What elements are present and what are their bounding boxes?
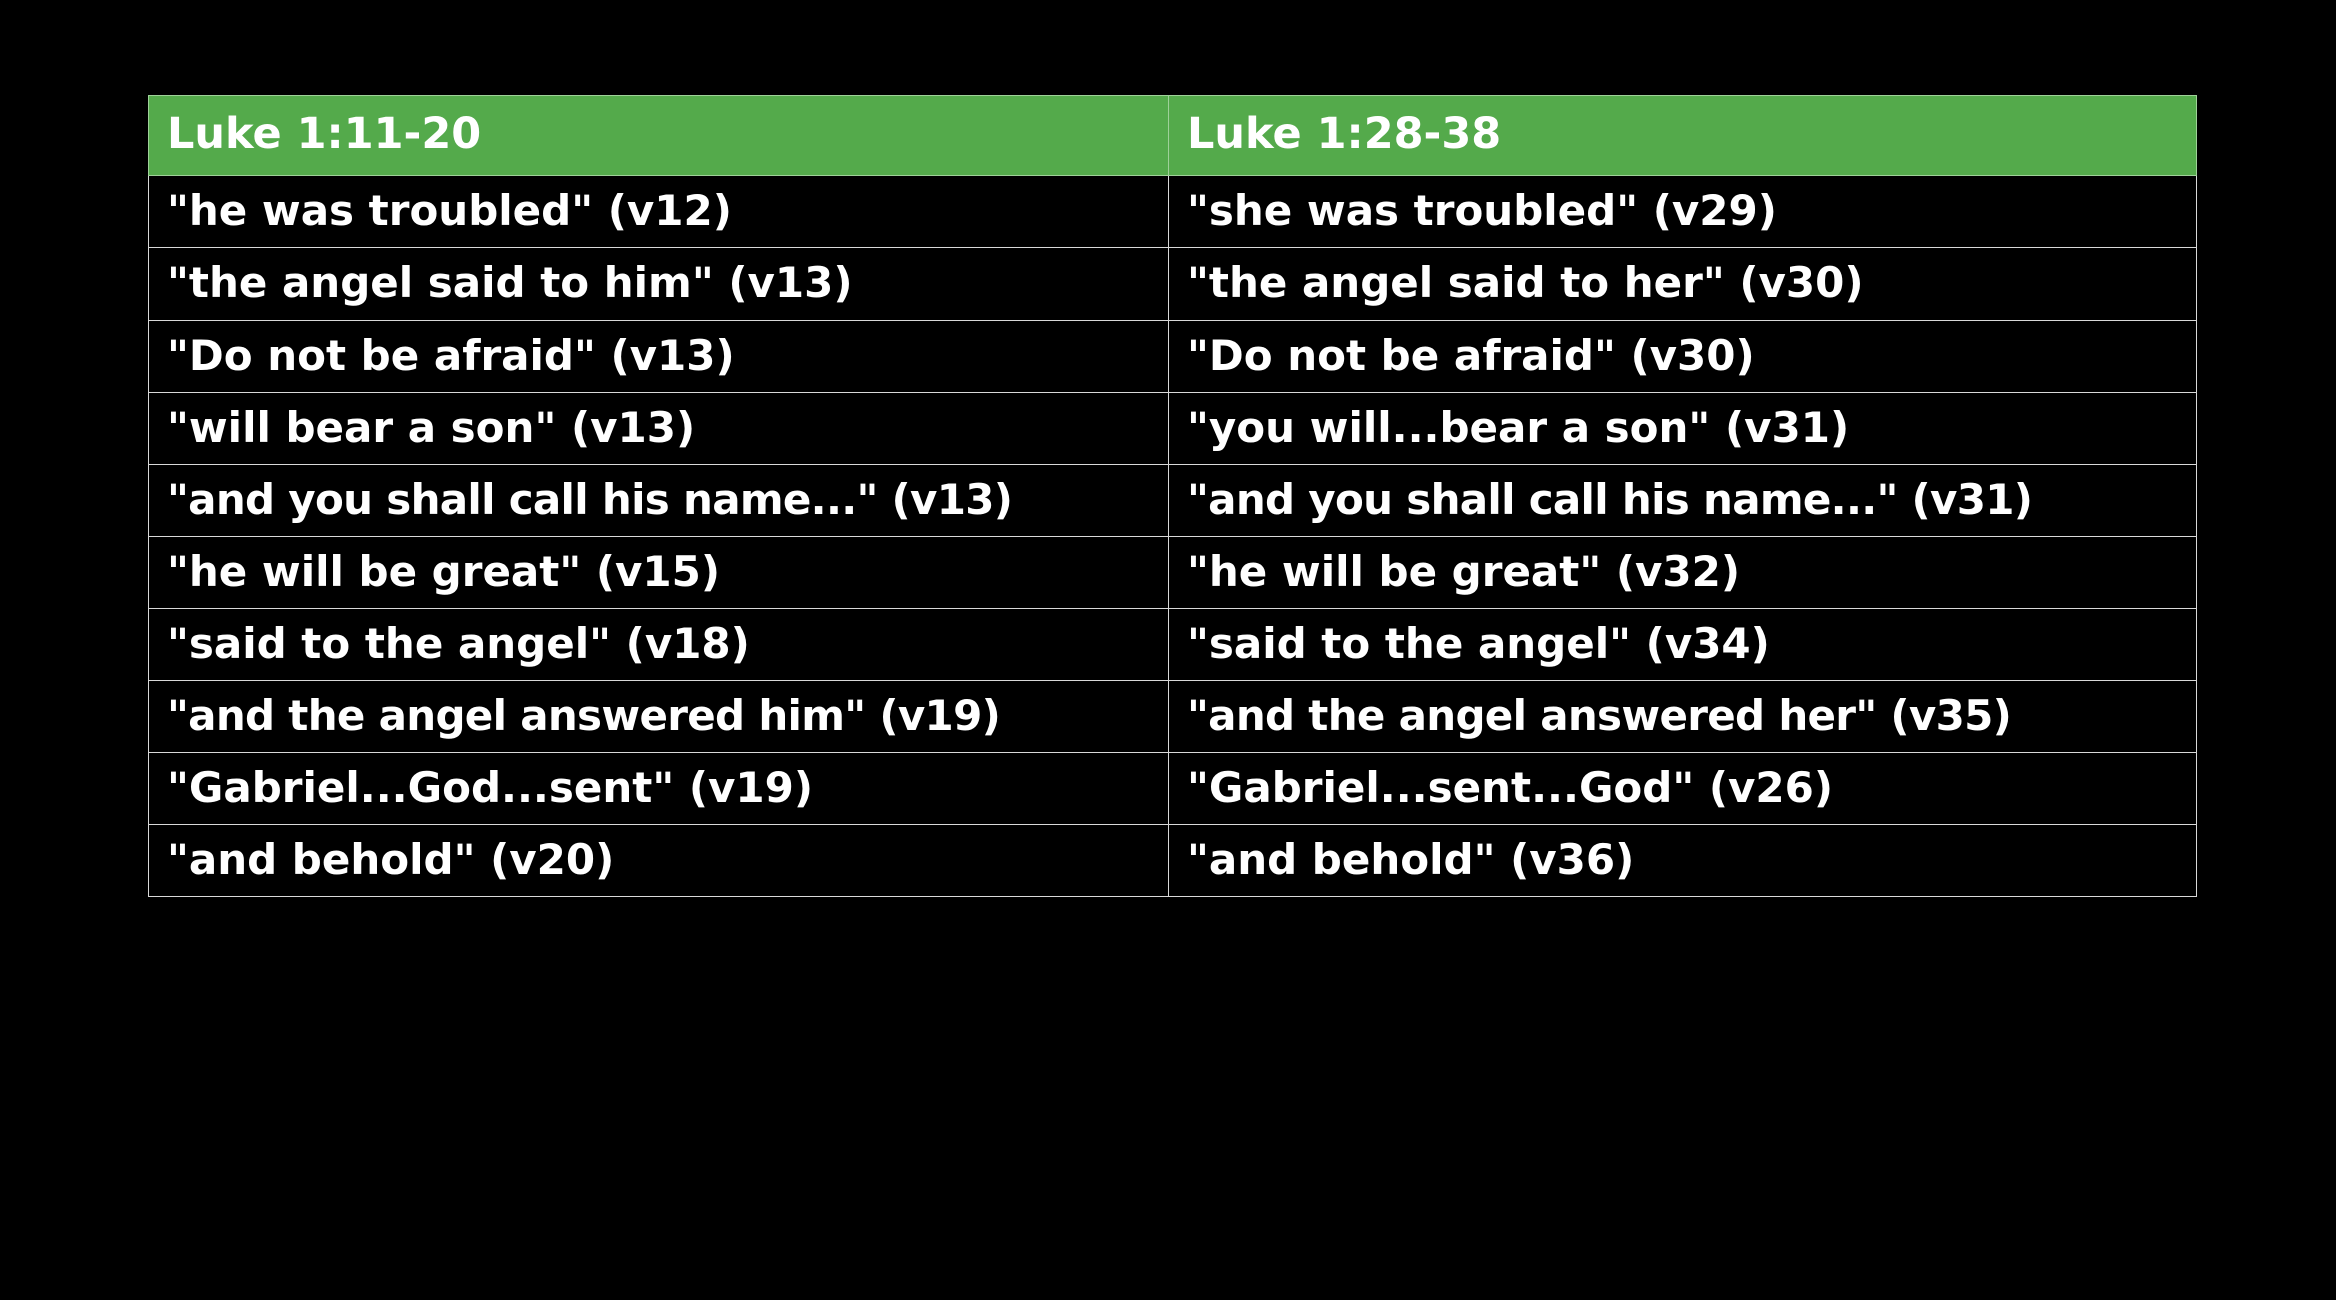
cell-right: "and behold" (v36) [1169, 824, 2197, 896]
cell-left: "Do not be afraid" (v13) [149, 320, 1169, 392]
cell-right: "she was troubled" (v29) [1169, 176, 2197, 248]
cell-left: "he will be great" (v15) [149, 536, 1169, 608]
table-row [149, 608, 2197, 680]
table-body [149, 176, 2197, 896]
table-row [149, 536, 2197, 608]
cell-right: "said to the angel" (v34) [1169, 608, 2197, 680]
column-header-right: Luke 1:28-38 [1169, 96, 2197, 176]
table-header-row [149, 96, 2197, 176]
cell-right: "and the angel answered her" (v35) [1169, 680, 2197, 752]
table-row [149, 824, 2197, 896]
table-head [149, 96, 2197, 176]
cell-left: "and you shall call his name..." (v13) [149, 464, 1169, 536]
table-row [149, 392, 2197, 464]
table-row [149, 248, 2197, 320]
table-row [149, 320, 2197, 392]
cell-left: "said to the angel" (v18) [149, 608, 1169, 680]
cell-left: "Gabriel...God...sent" (v19) [149, 752, 1169, 824]
cell-right: "Do not be afraid" (v30) [1169, 320, 2197, 392]
cell-left: "and behold" (v20) [149, 824, 1169, 896]
table-row [149, 680, 2197, 752]
table-row [149, 176, 2197, 248]
cell-left: "will bear a son" (v13) [149, 392, 1169, 464]
table-row [149, 752, 2197, 824]
cell-right: "and you shall call his name..." (v31) [1169, 464, 2197, 536]
comparison-table-container [148, 95, 2196, 897]
cell-right: "Gabriel...sent...God" (v26) [1169, 752, 2197, 824]
table-row [149, 464, 2197, 536]
cell-left: "the angel said to him" (v13) [149, 248, 1169, 320]
cell-right: "you will...bear a son" (v31) [1169, 392, 2197, 464]
column-header-left: Luke 1:11-20 [149, 96, 1169, 176]
comparison-table [148, 95, 2197, 897]
cell-left: "he was troubled" (v12) [149, 176, 1169, 248]
cell-left: "and the angel answered him" (v19) [149, 680, 1169, 752]
cell-right: "he will be great" (v32) [1169, 536, 2197, 608]
cell-right: "the angel said to her" (v30) [1169, 248, 2197, 320]
